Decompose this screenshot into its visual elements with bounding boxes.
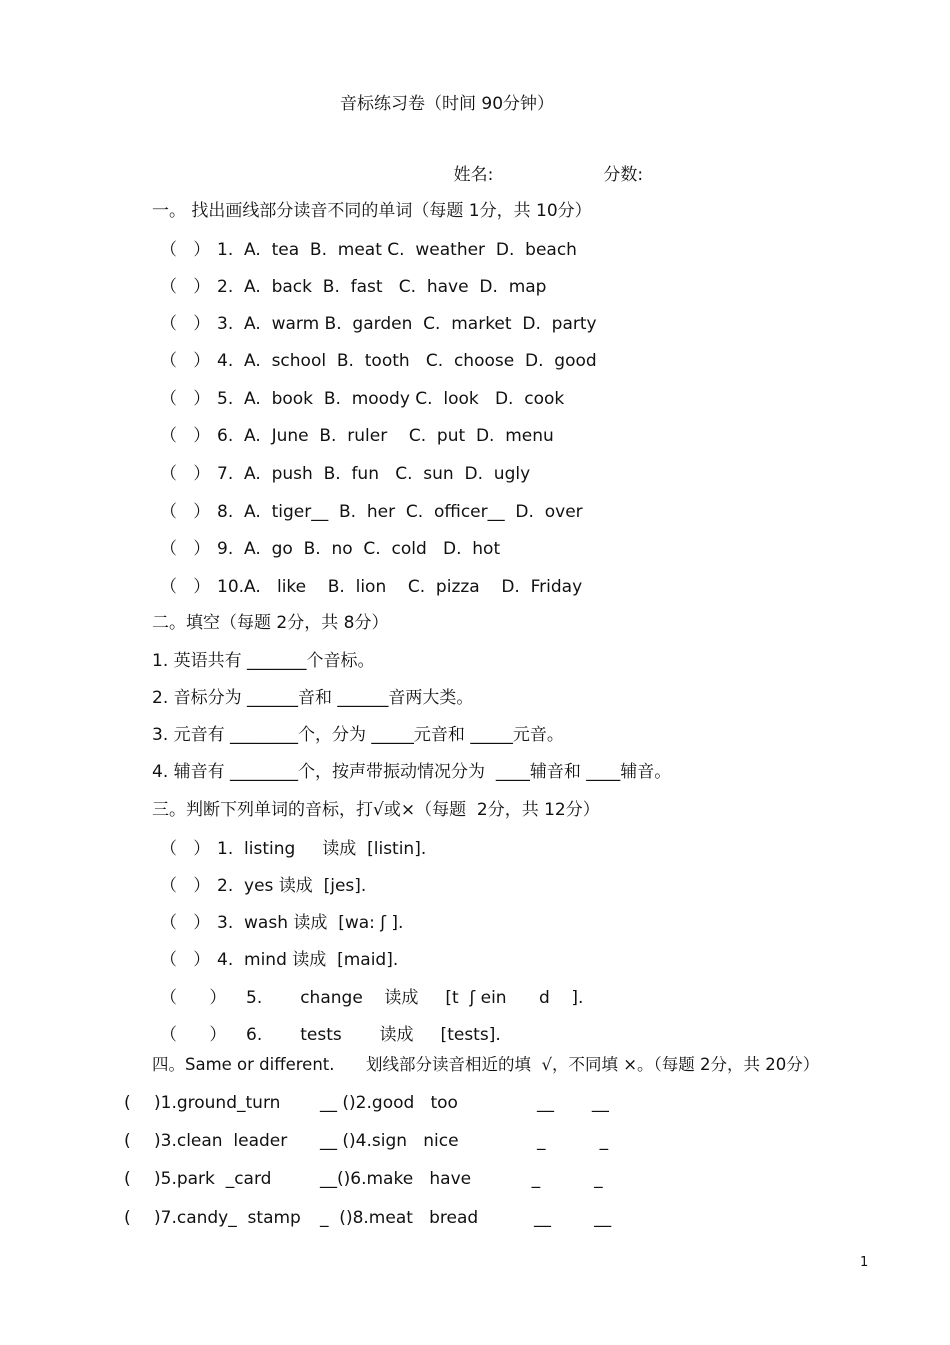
s3-question (160, 1025, 501, 1045)
s4-row (124, 1169, 603, 1189)
fill-blank-item: 4. 辅音有 ________个，按声带振动情况分为 ____辅音和 ____辅音。 (152, 762, 672, 782)
answer-paren[interactable]: （ ） (160, 876, 211, 896)
s1-question (160, 314, 597, 334)
answer-paren[interactable]: （ ） (160, 314, 211, 334)
answer-paren[interactable]: ( (124, 1093, 131, 1113)
s1-question (160, 464, 530, 484)
pair-mid[interactable]: _ ( (320, 1208, 346, 1228)
answer-paren[interactable]: （ ） (160, 351, 211, 371)
s3-question (160, 988, 583, 1008)
pair-blanks[interactable]: _ _ (537, 1131, 609, 1151)
answer-paren[interactable]: （ ） (160, 950, 211, 970)
answer-paren[interactable]: （ ） (160, 539, 211, 559)
s4-row (124, 1208, 611, 1228)
pair-a: )7.candy_ stamp (154, 1208, 301, 1228)
pair-blanks[interactable]: __ __ (533, 1208, 612, 1228)
pair-blanks[interactable]: _ _ (531, 1169, 603, 1189)
name-score-row (432, 145, 643, 205)
fill-blank-item: 3. 元音有 ________个，分为 _____元音和 _____元音。 (152, 725, 564, 745)
answer-paren[interactable]: （ ） (160, 913, 211, 933)
answer-paren[interactable]: ( (124, 1208, 131, 1228)
question-text: 8. A. tiger__ B. her C. officer__ D. over (217, 502, 583, 522)
pair-a: )3.clean leader (154, 1131, 288, 1151)
s1-question (160, 539, 500, 559)
question-text: change 读成 [t ʃ ein d ]. (284, 988, 584, 1008)
question-text: 1. listing 读成 [listin]. (217, 839, 427, 859)
s1-question (160, 426, 554, 446)
answer-paren[interactable]: （ ） (160, 988, 227, 1008)
pair-blanks[interactable]: __ __ (537, 1093, 609, 1113)
answer-paren[interactable]: （ ） (160, 240, 211, 260)
question-text: 4. A. school B. tooth C. choose D. good (217, 351, 597, 371)
answer-paren[interactable]: （ ） (160, 839, 211, 859)
pair-mid[interactable]: __ ( (320, 1093, 350, 1113)
fill-blank-item: 2. 音标分为 ______音和 ______音两大类。 (152, 688, 474, 708)
section3-heading: 三。判断下列单词的音标，打√或×（每题 2分，共 12分） (152, 800, 600, 820)
page-number: 1 (860, 1255, 869, 1270)
section2-heading: 二。填空（每题 2分，共 8分） (152, 613, 389, 633)
pair-b: )6.make have (343, 1169, 472, 1189)
name-label: 姓名: (453, 165, 494, 185)
pair-b: )8.meat bread (345, 1208, 479, 1228)
pair-mid[interactable]: __ ( (320, 1131, 350, 1151)
s4-row (124, 1093, 609, 1113)
s4-row (124, 1131, 608, 1151)
question-text: tests 读成 [tests]. (284, 1025, 501, 1045)
question-text: 5. A. book B. moody C. look D. cook (217, 389, 565, 409)
section1-heading: 一。 找出画线部分读音不同的单词（每题 1分，共 10分） (152, 201, 592, 221)
question-number: 5. (246, 988, 263, 1008)
s3-question (160, 876, 366, 896)
s3-question (160, 913, 403, 933)
s1-question (160, 502, 583, 522)
answer-paren[interactable]: （ ） (160, 426, 211, 446)
answer-paren[interactable]: （ ） (160, 502, 211, 522)
s1-question (160, 351, 597, 371)
score-label: 分数: (603, 165, 644, 185)
page-title: 音标练习卷（时间 90分钟） (340, 94, 555, 114)
fill-blank-item: 1. 英语共有 _______个音标。 (152, 651, 375, 671)
question-text: 1. A. tea B. meat C. weather D. beach (217, 240, 577, 260)
pair-b: )2.good too (349, 1093, 458, 1113)
answer-paren[interactable]: （ ） (160, 1025, 227, 1045)
question-text: 9. A. go B. no C. cold D. hot (217, 539, 501, 559)
answer-paren[interactable]: （ ） (160, 389, 211, 409)
answer-paren[interactable]: （ ） (160, 464, 211, 484)
question-text: 7. A. push B. fun C. sun D. ugly (217, 464, 531, 484)
pair-a: )5.park _card (154, 1169, 272, 1189)
s1-question (160, 577, 582, 597)
s1-question (160, 277, 546, 297)
pair-b: )4.sign nice (349, 1131, 459, 1151)
pair-a: )1.ground_turn (154, 1093, 281, 1113)
s1-question (160, 240, 577, 260)
answer-paren[interactable]: （ ） (160, 277, 211, 297)
question-text: 4. mind 读成 [maid]. (217, 950, 399, 970)
question-text: 3. wash 读成 [wa: ʃ ]. (217, 913, 404, 933)
question-number: 6. (246, 1025, 263, 1045)
question-text: 2. yes 读成 [jes]. (217, 876, 367, 896)
answer-paren[interactable]: ( (124, 1131, 131, 1151)
question-text: 2. A. back B. fast C. have D. map (217, 277, 547, 297)
answer-paren[interactable]: ( (124, 1169, 131, 1189)
s1-question (160, 389, 564, 409)
question-text: 6. A. June B. ruler C. put D. menu (217, 426, 554, 446)
question-text: 10.A. like B. lion C. pizza D. Friday (217, 577, 583, 597)
pair-mid[interactable]: __( (320, 1169, 344, 1189)
question-text: 3. A. warm B. garden C. market D. party (217, 314, 597, 334)
section4-heading: 四。Same or different. 划线部分读音相近的填 √，不同填 ×。（每题 2分，共 20分） (152, 1055, 820, 1074)
s3-question (160, 839, 426, 859)
answer-paren[interactable]: （ ） (160, 577, 211, 597)
s3-question (160, 950, 398, 970)
